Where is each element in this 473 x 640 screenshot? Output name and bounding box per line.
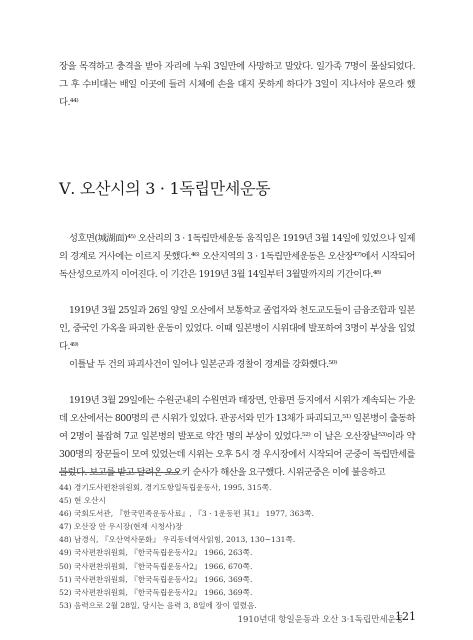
running-header: 1910년대 항일운동과 오산 3·1독립만세운동	[237, 615, 404, 625]
footnote-item: 50) 국사편찬위원회, 『한국독립운동사2』 1966, 670쪽.	[59, 561, 253, 571]
footnote-item: 49) 국사편찬위원회, 『한국독립운동사2』 1966, 263쪽.	[59, 548, 253, 558]
footnote-item: 52) 국사편찬위원회, 『한국독립운동사2』 1966, 369쪽.	[59, 587, 253, 597]
footnote-item: 47) 오산장 안 우시장(현재 시청사)장	[59, 522, 183, 532]
footnote-item: 53) 음력으로 2월 28일, 당시는 음력 3, 8일에 장이 열렸음.	[59, 600, 257, 610]
footnote-item: 45) 현 오산시	[59, 496, 106, 506]
body-paragraph: 1919년 3월 29일에는 수원군내의 수원면과 태장면, 안룡면 등지에서 시위가 계속되는 가운데 오산에서는 800명의 큰 시위가 있었다. 관공서와 민가 13채가 파괴되고,⁵¹⁾ 일본병이 출동하여 2명이 불잡혀 7교 일본병의 발포로 약간 명의 부상이 있었다.⁵²⁾ 이 날은 오산장날⁵³⁾이라 약 300명의 장꾼들이 모여 있었는데 시위는 오후 5시 경 우시장에서 시작되어 군중이 독립만세를 불렀다. 보고를 받고 달려온 오오키 순사가 해산을 요구했다. 시위군중은 이에 불응하고	[59, 395, 415, 478]
body-paragraph: 1919년 3월 25일과 26일 양일 오산에서 보통학교 졸업자와 천도교도들이 금융조합과 일본인, 중국인 가옥을 파괴한 운동이 있었다. 이때 일본병이 시위대에 발포하여 3명이 부상을 입었다.⁴⁹⁾	[59, 305, 415, 352]
body-paragraph: 이틀날 두 건의 파괴사건이 일어나 일본군과 경찰이 경계를 강화했다.⁵⁰⁾	[69, 359, 337, 370]
footnote-item: 51) 국사편찬위원회, 『한국독립운동사2』 1966, 369쪽.	[59, 574, 253, 584]
footnote-item: 46) 국회도서관, 『한국민족운동사료』, 『3 · 1운동편 其1』 1977, 363쪽.	[59, 509, 314, 519]
footnote-item: 44) 경기도사편찬위원회, 경기도항일독립운동사, 1995, 315쪽.	[59, 483, 272, 492]
page-number: 121	[395, 610, 416, 623]
intro-paragraph: 장을 목격하고 충격을 받아 자리에 누워 3일만에 사망하고 말았다. 일가족 7명이 몰살되었다. 그 후 수비대는 배일 이곳에 들러 시체에 손을 대지 못하게 하다가 3일이 지나서야 묻으라 했다.⁴⁴⁾	[59, 61, 415, 108]
footnotes-list	[59, 481, 419, 612]
section-title: Ⅴ. 오산시의 3 · 1독립만세운동	[59, 179, 271, 198]
footnote-item: 48) 남경식, 『오산역사문화』 우리동네역사읽힘, 2013, 130~131쪽.	[59, 535, 296, 545]
body-paragraph: 성호면(城湖面)⁴⁵⁾ 오산리의 3 · 1독립만세운동 움직임은 1919년 3월 14일에 있었으나 일제의 경계로 거사에는 이르지 못했다.⁴⁶⁾ 오산지역의 3 · 1독립만세운동은 오산장⁴⁷⁾에서 시작되어 독산성으로까지 이어진다. 이 기간은 1919년 3월 14일부터 3월말까지의 기간이다.⁴⁸⁾	[59, 233, 415, 280]
footnote-divider	[59, 472, 179, 473]
